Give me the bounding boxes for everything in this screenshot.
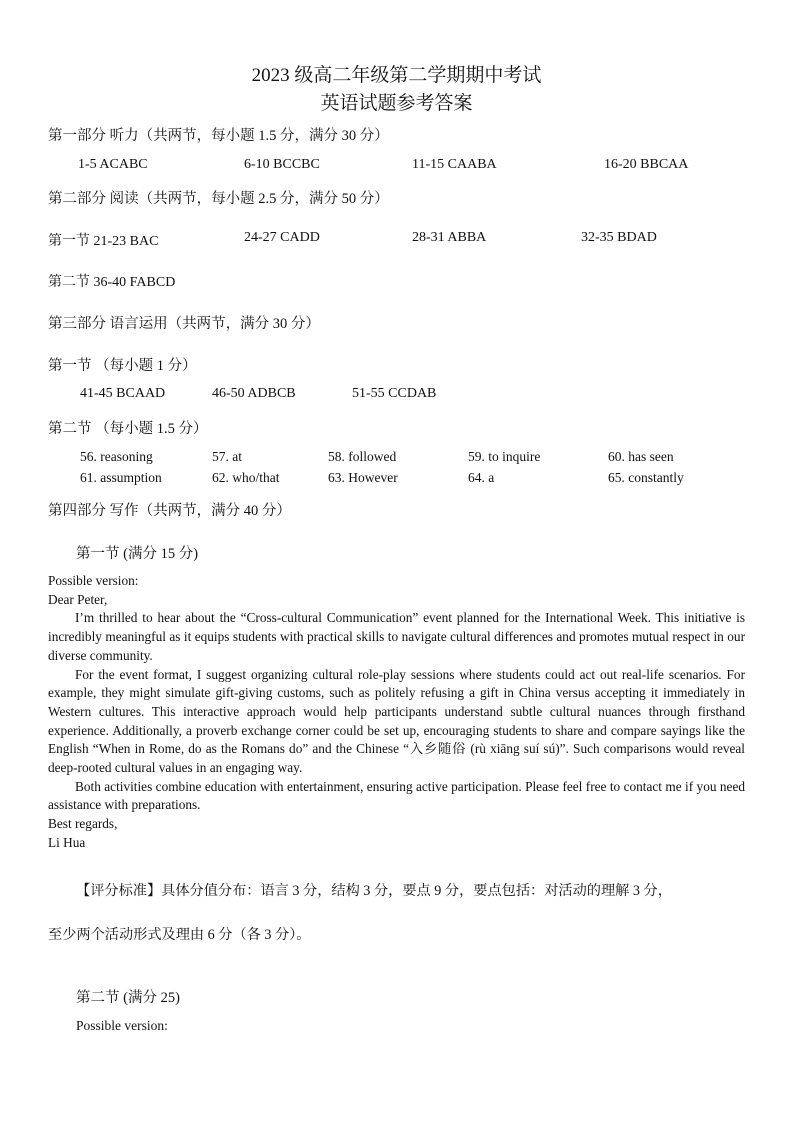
part3-sec1-answer-2: 46-50 ADBCB	[212, 386, 296, 401]
part1-answer-2: 6-10 BCCBC	[244, 157, 320, 172]
answer-59: 59. to inquire	[468, 449, 541, 464]
scoring-criteria-line2: 至少两个活动形式及理由 6 分（各 3 分）。	[48, 927, 311, 943]
letter-closing: Best regards,	[48, 816, 118, 832]
answer-61: 61. assumption	[80, 470, 162, 485]
letter-signature: Li Hua	[48, 834, 86, 850]
part4-sec1-heading: 第一节 (满分 15 分)	[76, 546, 199, 562]
part3-sec1-answer-3: 51-55 CCDAB	[352, 386, 437, 401]
answer-64: 64. a	[468, 470, 495, 485]
part1-answer-1: 1-5 ACABC	[78, 157, 148, 172]
part4-sec2-heading: 第二节 (满分 25)	[76, 990, 180, 1006]
answer-62: 62. who/that	[212, 470, 280, 485]
part1-answer-3: 11-15 CAABA	[412, 157, 497, 172]
answer-60: 60. has seen	[608, 449, 674, 464]
letter-paragraph-3: Both activities combine education with entertainment, ensuring active participation. Please feel free to contact me if you need assistance with preparations.	[48, 778, 745, 813]
part2-heading: 第二部分 阅读（共两节，每小题 2.5 分，满分 50 分）	[48, 191, 389, 207]
possible-version-label: Possible version:	[48, 573, 139, 588]
part1-answer-4: 16-20 BBCAA	[604, 157, 689, 172]
part3-sec2-heading: 第二节 （每小题 1.5 分）	[48, 421, 208, 437]
part2-sec1-answer-3: 28-31 ABBA	[412, 230, 487, 245]
part4-sec2-possible-version: Possible version:	[76, 1018, 168, 1033]
letter-paragraph-2: For the event format, I suggest organizing cultural role-play sessions where students could act out real-life scenarios. For example, they might simulate gift-giving customs, such as politely refusing a gift in China versus accepting it immediately in Western cultures. This interactive approach would help participants understand subtle cultural nuances through firsthand experience. Additionally, a proverb exchange corner could be set up, encouraging students to share and compare sayings like the English “When in Rome, do as the Romans do” and the Chinese “入乡随俗 (rù xiāng suí sú)”. Such comparisons would reveal deep-rooted cultural values in an engaging way.	[48, 666, 745, 776]
letter-paragraph-1: I’m thrilled to hear about the “Cross-cultural Communication” event planned for the International Week. This initiative is incredibly meaningful as it equips students with practical skills to navigate cultural differences and promotes mutual respect in our diverse community.	[48, 610, 745, 663]
part2-sec1-answer-2: 24-27 CADD	[244, 230, 320, 245]
part2-sec1-answer-4: 32-35 BDAD	[581, 230, 657, 245]
document-subtitle: 英语试题参考答案	[320, 93, 473, 114]
part2-sec1-answer-1: 第一节 21-23 BAC	[48, 234, 159, 249]
document-title: 2023 级高二年级第二学期期中考试	[251, 65, 542, 86]
answer-65: 65. constantly	[608, 470, 684, 485]
answer-58: 58. followed	[328, 449, 397, 464]
part1-heading: 第一部分 听力（共两节，每小题 1.5 分，满分 30 分）	[48, 128, 389, 144]
part4-heading: 第四部分 写作（共两节，满分 40 分）	[48, 503, 291, 519]
answer-56: 56. reasoning	[80, 449, 153, 464]
answer-63: 63. However	[328, 470, 398, 485]
sample-letter	[48, 572, 745, 853]
part3-sec1-heading: 第一节 （每小题 1 分）	[48, 358, 197, 374]
part2-sec2-answers: 第二节 36-40 FABCD	[48, 275, 176, 290]
scoring-criteria-line1: 【评分标准】具体分值分布：语言 3 分，结构 3 分，要点 9 分，要点包括：对活动的理解 3 分，	[76, 883, 672, 899]
answer-57: 57. at	[212, 449, 242, 464]
part3-heading: 第三部分 语言运用（共两节，满分 30 分）	[48, 316, 320, 332]
part3-sec1-answer-1: 41-45 BCAAD	[80, 386, 166, 401]
letter-salutation: Dear Peter,	[48, 591, 108, 607]
